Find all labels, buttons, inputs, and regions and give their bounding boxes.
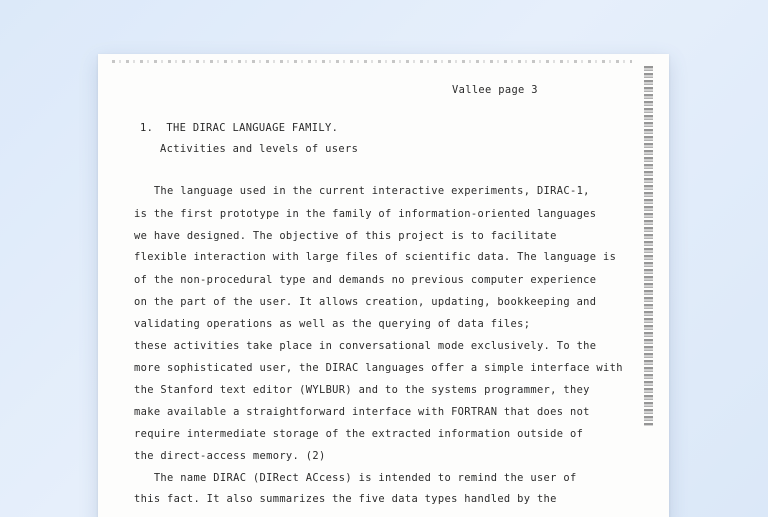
body-line: The language used in the current interactive experiments, DIRAC-1, — [134, 185, 590, 197]
section-title: 1. THE DIRAC LANGUAGE FAMILY. — [140, 122, 339, 134]
body-line: require intermediate storage of the extracted information outside of — [134, 428, 584, 440]
scan-edge-right — [644, 66, 653, 426]
body-line: make available a straightforward interface with FORTRAN that does not — [134, 406, 590, 418]
body-line: we have designed. The objective of this project is to facilitate — [134, 230, 557, 242]
scanned-document-page — [98, 54, 669, 517]
body-line: the Stanford text editor (WYLBUR) and to the systems programmer, they — [134, 384, 590, 396]
scan-edge-top — [112, 60, 632, 63]
body-line: validating operations as well as the querying of data files; — [134, 318, 531, 330]
body-line: more sophisticated user, the DIRAC languages offer a simple interface with — [134, 362, 623, 374]
body-line: flexible interaction with large files of scientific data. The language is — [134, 251, 617, 263]
body-line: is the first prototype in the family of information-oriented languages — [134, 208, 597, 220]
body-line: on the part of the user. It allows creation, updating, bookkeeping and — [134, 296, 597, 308]
body-line: The name DIRAC (DIRect ACcess) is intended to remind the user of — [134, 472, 577, 484]
body-line: this fact. It also summarizes the five data types handled by the — [134, 493, 557, 505]
body-line: of the non-procedural type and demands no previous computer experience — [134, 274, 597, 286]
subheading: Activities and levels of users — [160, 143, 359, 155]
page-header: Vallee page 3 — [452, 84, 538, 96]
body-line: these activities take place in conversational mode exclusively. To the — [134, 340, 597, 352]
body-line: the direct-access memory. (2) — [134, 450, 326, 462]
